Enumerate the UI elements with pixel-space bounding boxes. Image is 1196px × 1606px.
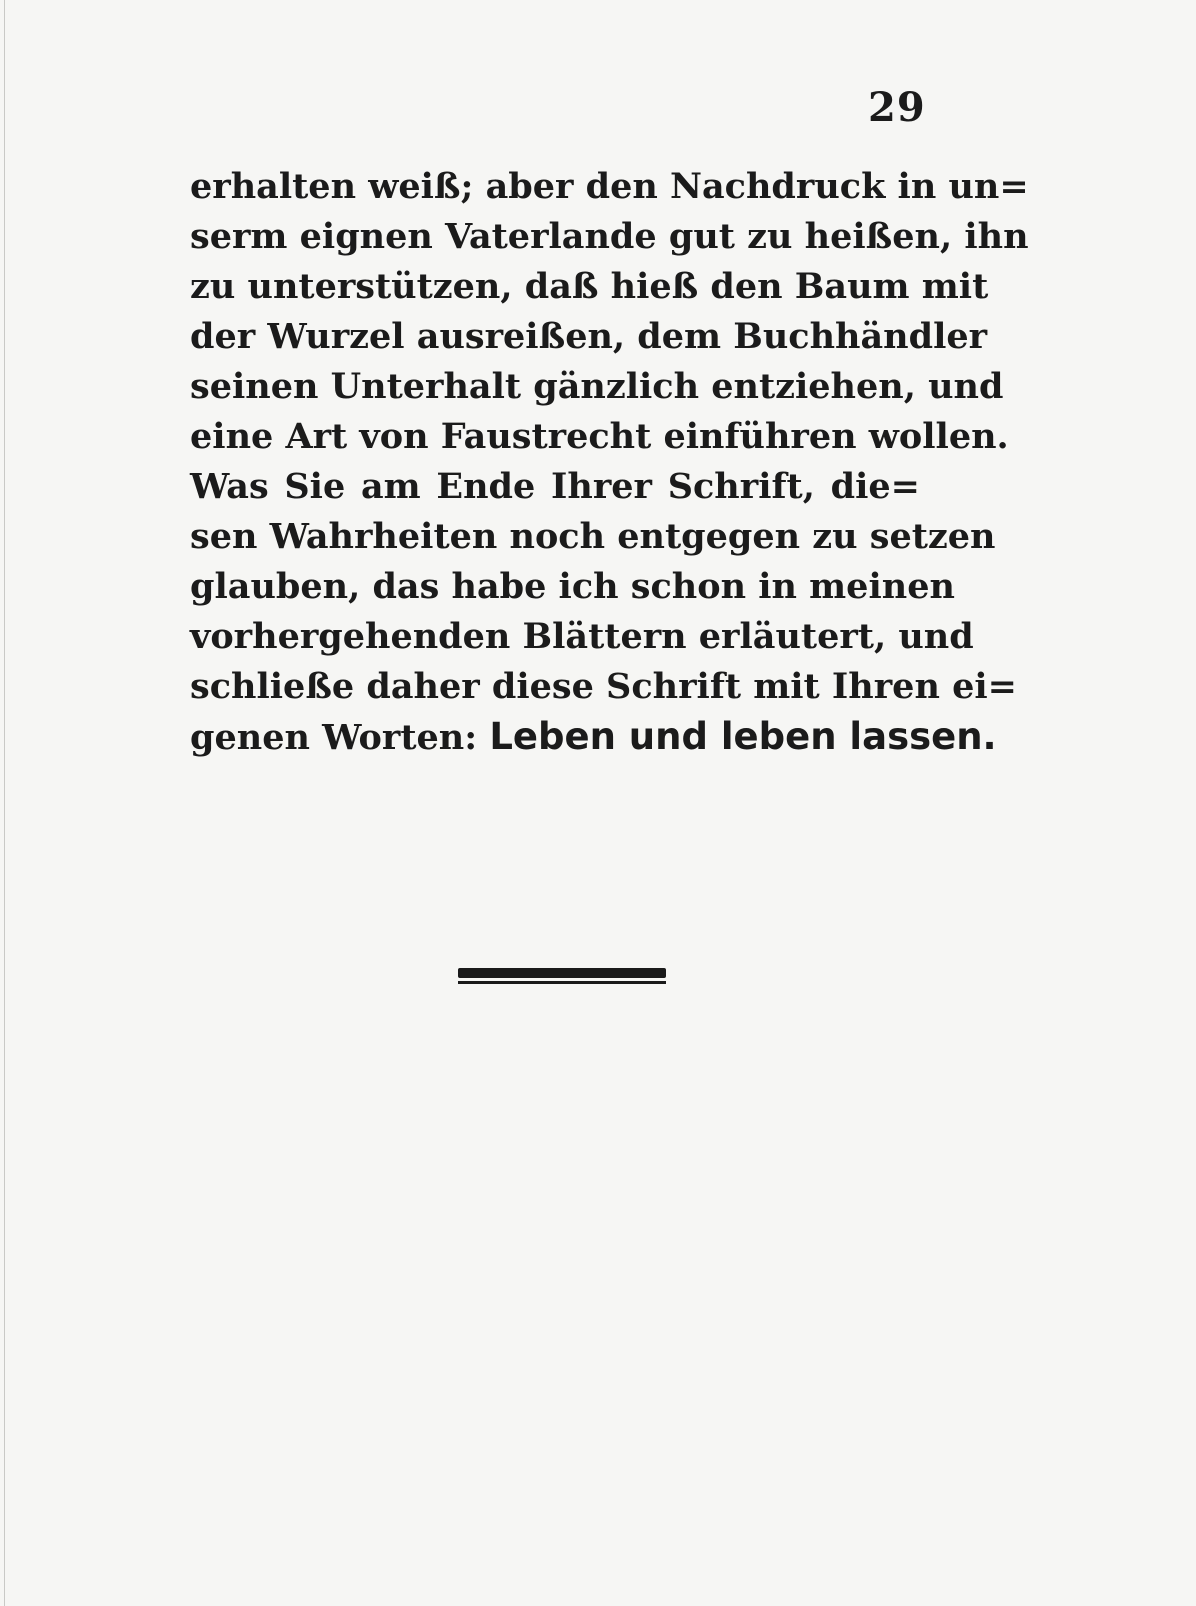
text-line-lead: genen Worten: [190, 717, 478, 758]
text-line: seinen Unterhalt gänzlich entziehen, und [190, 366, 1004, 407]
text-line-final [190, 712, 997, 762]
section-end-rule [458, 968, 666, 984]
text-line: erhalten weiß; aber den Nachdruck in un= [190, 166, 1029, 207]
text-line: sen Wahrheiten noch entgegen zu setzen [190, 516, 996, 557]
page-number: 29 [868, 84, 926, 131]
text-line: Was Sie am Ende Ihrer Schrift, die= [190, 466, 920, 507]
closing-phrase: Leben und leben lassen. [489, 715, 997, 758]
rule-thin-bar [458, 981, 666, 984]
text-line: glauben, das habe ich schon in meinen [190, 566, 955, 607]
text-line: serm eignen Vaterlande gut zu heißen, ihn [190, 216, 1029, 257]
body-text [190, 162, 1029, 762]
page-edge [4, 0, 5, 1606]
text-line: der Wurzel ausreißen, dem Buchhändler [190, 316, 988, 357]
rule-thick-bar [458, 968, 666, 978]
text-line: eine Art von Faustrecht einführen wollen. [190, 416, 1009, 457]
text-line: zu unterstützen, daß hieß den Baum mit [190, 266, 989, 307]
text-line: vorhergehenden Blättern erläutert, und [190, 616, 974, 657]
text-line: schließe daher diese Schrift mit Ihren ei= [190, 666, 1017, 707]
